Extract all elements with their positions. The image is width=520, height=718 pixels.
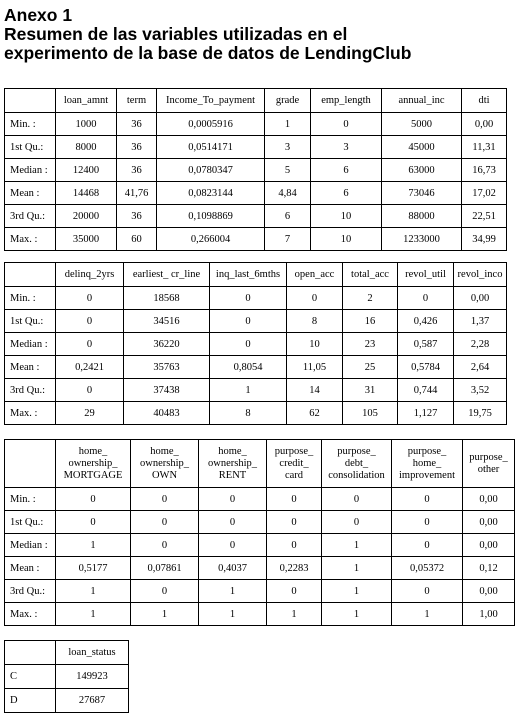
- column-header: emp_length: [311, 89, 382, 113]
- table-cell: 0: [398, 287, 454, 310]
- table-cell: 0: [56, 333, 124, 356]
- table-cell: 2,28: [454, 333, 507, 356]
- table-cell: 0: [267, 488, 322, 511]
- table-cell: 0: [267, 511, 322, 534]
- table-cell: 11,05: [287, 356, 343, 379]
- table-cell: 0,12: [463, 557, 515, 580]
- table-row: [5, 689, 129, 713]
- table-row: [5, 356, 507, 379]
- row-label: Max. :: [5, 603, 56, 626]
- table-corner: [5, 89, 56, 113]
- table-cell: 0: [56, 379, 124, 402]
- table-cell: 14: [287, 379, 343, 402]
- row-label: Max. :: [5, 402, 56, 425]
- summary-table-2: [4, 262, 507, 425]
- table-cell: 0: [131, 488, 199, 511]
- table-cell: 23: [343, 333, 398, 356]
- table-cell: 0,587: [398, 333, 454, 356]
- table-cell: 3: [265, 136, 311, 159]
- table-cell: 0: [56, 287, 124, 310]
- table-cell: 2,64: [454, 356, 507, 379]
- row-label: Mean :: [5, 182, 56, 205]
- table-cell: 0: [287, 287, 343, 310]
- row-label: 3rd Qu.:: [5, 580, 56, 603]
- table-cell: 40483: [124, 402, 210, 425]
- table-row: [5, 665, 129, 689]
- table-cell: 0,4037: [199, 557, 267, 580]
- table-row: [5, 136, 507, 159]
- table-cell: 0: [131, 511, 199, 534]
- table-cell: 36: [117, 113, 157, 136]
- table-cell: 0,00: [462, 113, 507, 136]
- column-header: purpose_ credit_ card: [267, 440, 322, 488]
- table-cell: 16,73: [462, 159, 507, 182]
- table-cell: 105: [343, 402, 398, 425]
- table-cell: 0,00: [463, 534, 515, 557]
- table-row: [5, 113, 507, 136]
- table-cell: 35000: [56, 228, 117, 251]
- table-cell: 0,05372: [392, 557, 463, 580]
- column-header: inq_last_6mths: [210, 263, 287, 287]
- table-cell: 6: [311, 159, 382, 182]
- table-cell: 0,0514171: [157, 136, 265, 159]
- table-cell: 0,426: [398, 310, 454, 333]
- table-cell: 8: [287, 310, 343, 333]
- title-line-2: Resumen de las variables utilizadas en el: [4, 24, 348, 44]
- table-cell: 0: [131, 534, 199, 557]
- table-cell: 0,00: [463, 580, 515, 603]
- table-row: [5, 603, 515, 626]
- table-cell: 5: [265, 159, 311, 182]
- column-header: home_ ownership_ OWN: [131, 440, 199, 488]
- table-cell: 1: [199, 603, 267, 626]
- summary-table-1: [4, 88, 507, 251]
- table-cell: 2: [343, 287, 398, 310]
- column-header: loan_amnt: [56, 89, 117, 113]
- table-cell: 1: [392, 603, 463, 626]
- table-cell: 0,07861: [131, 557, 199, 580]
- table-cell: 0: [56, 488, 131, 511]
- table-cell: 45000: [382, 136, 462, 159]
- column-header: home_ ownership_ RENT: [199, 440, 267, 488]
- table-cell: 1233000: [382, 228, 462, 251]
- row-label: C: [5, 665, 56, 689]
- table-cell: 0: [392, 534, 463, 557]
- table-cell: 34516: [124, 310, 210, 333]
- table-cell: 0: [267, 580, 322, 603]
- table-cell: 27687: [56, 689, 129, 713]
- table-cell: 1: [265, 113, 311, 136]
- table-cell: 3,52: [454, 379, 507, 402]
- table-cell: 0: [199, 534, 267, 557]
- table-cell: 10: [311, 228, 382, 251]
- table-cell: 1: [131, 603, 199, 626]
- table-cell: 5000: [382, 113, 462, 136]
- table-cell: 0,744: [398, 379, 454, 402]
- table-cell: 1: [56, 580, 131, 603]
- table-cell: 22,51: [462, 205, 507, 228]
- table-row: [5, 205, 507, 228]
- table-row: [5, 228, 507, 251]
- table-cell: 8000: [56, 136, 117, 159]
- table-cell: 0: [210, 333, 287, 356]
- table-cell: 60: [117, 228, 157, 251]
- table-cell: 31: [343, 379, 398, 402]
- table-cell: 3: [311, 136, 382, 159]
- row-label: Max. :: [5, 228, 56, 251]
- table-cell: 0: [392, 580, 463, 603]
- column-header: purpose_ home_ improvement: [392, 440, 463, 488]
- loan-status-table: [4, 640, 129, 713]
- table-row: [5, 488, 515, 511]
- table-cell: 0: [210, 287, 287, 310]
- summary-table-3: [4, 439, 515, 626]
- table-cell: 17,02: [462, 182, 507, 205]
- table-cell: 0,00: [454, 287, 507, 310]
- column-header: grade: [265, 89, 311, 113]
- table-cell: 36: [117, 159, 157, 182]
- table-corner: [5, 263, 56, 287]
- table-row: [5, 534, 515, 557]
- table-cell: 10: [287, 333, 343, 356]
- table-cell: 0,00: [463, 488, 515, 511]
- table-cell: 11,31: [462, 136, 507, 159]
- table-cell: 1: [322, 557, 392, 580]
- table-cell: 0: [392, 511, 463, 534]
- table-cell: 10: [311, 205, 382, 228]
- table-cell: 88000: [382, 205, 462, 228]
- table-cell: 6: [265, 205, 311, 228]
- table-cell: 0,0780347: [157, 159, 265, 182]
- table-cell: 1: [56, 603, 131, 626]
- row-label: Min. :: [5, 488, 56, 511]
- column-header: Income_To_payment: [157, 89, 265, 113]
- row-label: Mean :: [5, 356, 56, 379]
- table-corner: [5, 440, 56, 488]
- row-label: 3rd Qu.:: [5, 379, 56, 402]
- title-line-3: experimento de la base de datos de LendingClub: [4, 43, 412, 63]
- column-header: annual_inc: [382, 89, 462, 113]
- table-cell: 1,37: [454, 310, 507, 333]
- table-cell: 1,00: [463, 603, 515, 626]
- table-cell: 63000: [382, 159, 462, 182]
- row-label: 1st Qu.:: [5, 511, 56, 534]
- row-label: Mean :: [5, 557, 56, 580]
- row-label: 1st Qu.:: [5, 310, 56, 333]
- column-header: revol_util: [398, 263, 454, 287]
- column-header: dti: [462, 89, 507, 113]
- table-cell: 1: [322, 580, 392, 603]
- table-cell: 35763: [124, 356, 210, 379]
- table-cell: 36220: [124, 333, 210, 356]
- table-cell: 0: [131, 580, 199, 603]
- table-row: [5, 182, 507, 205]
- table-cell: 73046: [382, 182, 462, 205]
- table-cell: 0: [199, 488, 267, 511]
- table-cell: 1: [322, 534, 392, 557]
- title-line-1: Anexo 1: [4, 5, 73, 25]
- table-row: [5, 402, 507, 425]
- table-cell: 12400: [56, 159, 117, 182]
- table-cell: 19,75: [454, 402, 507, 425]
- table-row: [5, 333, 507, 356]
- row-label: Median :: [5, 333, 56, 356]
- table-cell: 0: [322, 488, 392, 511]
- table-cell: 36: [117, 136, 157, 159]
- table-row: [5, 310, 507, 333]
- table-cell: 0: [56, 511, 131, 534]
- table-cell: 0: [210, 310, 287, 333]
- column-header: loan_status: [56, 641, 129, 665]
- table-cell: 0,5177: [56, 557, 131, 580]
- column-header: delinq_2yrs: [56, 263, 124, 287]
- table-cell: 25: [343, 356, 398, 379]
- table-cell: 0,5784: [398, 356, 454, 379]
- table-cell: 6: [311, 182, 382, 205]
- table-cell: 0: [56, 310, 124, 333]
- table-cell: 0,1098869: [157, 205, 265, 228]
- table-cell: 36: [117, 205, 157, 228]
- table-cell: 20000: [56, 205, 117, 228]
- table-cell: 1: [56, 534, 131, 557]
- page-title: [4, 6, 516, 63]
- column-header: purpose_ other: [463, 440, 515, 488]
- table-cell: 18568: [124, 287, 210, 310]
- table-cell: 0: [322, 511, 392, 534]
- row-label: Median :: [5, 159, 56, 182]
- table-row: [5, 557, 515, 580]
- table-row: [5, 379, 507, 402]
- row-label: Min. :: [5, 287, 56, 310]
- table-cell: 0,0823144: [157, 182, 265, 205]
- table-cell: 0,0005916: [157, 113, 265, 136]
- table-cell: 62: [287, 402, 343, 425]
- column-header: home_ ownership_ MORTGAGE: [56, 440, 131, 488]
- table-cell: 0: [267, 534, 322, 557]
- column-header: total_acc: [343, 263, 398, 287]
- table-cell: 1000: [56, 113, 117, 136]
- row-label: Min. :: [5, 113, 56, 136]
- table-cell: 1,127: [398, 402, 454, 425]
- table-row: [5, 287, 507, 310]
- table-cell: 16: [343, 310, 398, 333]
- table-cell: 149923: [56, 665, 129, 689]
- row-label: Median :: [5, 534, 56, 557]
- table-cell: 1: [322, 603, 392, 626]
- table-cell: 29: [56, 402, 124, 425]
- table-cell: 0,2283: [267, 557, 322, 580]
- table-cell: 1: [199, 580, 267, 603]
- column-header: purpose_ debt_ consolidation: [322, 440, 392, 488]
- table-row: [5, 511, 515, 534]
- column-header: term: [117, 89, 157, 113]
- table-cell: 8: [210, 402, 287, 425]
- row-label: 1st Qu.:: [5, 136, 56, 159]
- table-cell: 0,2421: [56, 356, 124, 379]
- column-header: open_acc: [287, 263, 343, 287]
- table-cell: 7: [265, 228, 311, 251]
- table-cell: 0: [311, 113, 382, 136]
- table-cell: 0: [392, 488, 463, 511]
- table-cell: 1: [210, 379, 287, 402]
- table-cell: 0: [199, 511, 267, 534]
- column-header: earliest_ cr_line: [124, 263, 210, 287]
- table-cell: 0,8054: [210, 356, 287, 379]
- table-cell: 1: [267, 603, 322, 626]
- table-cell: 4,84: [265, 182, 311, 205]
- table-cell: 14468: [56, 182, 117, 205]
- table-cell: 37438: [124, 379, 210, 402]
- table-cell: 0,266004: [157, 228, 265, 251]
- row-label: 3rd Qu.:: [5, 205, 56, 228]
- table-corner: [5, 641, 56, 665]
- column-header: revol_inco: [454, 263, 507, 287]
- table-row: [5, 159, 507, 182]
- table-cell: 0,00: [463, 511, 515, 534]
- row-label: D: [5, 689, 56, 713]
- table-cell: 34,99: [462, 228, 507, 251]
- table-cell: 41,76: [117, 182, 157, 205]
- table-row: [5, 580, 515, 603]
